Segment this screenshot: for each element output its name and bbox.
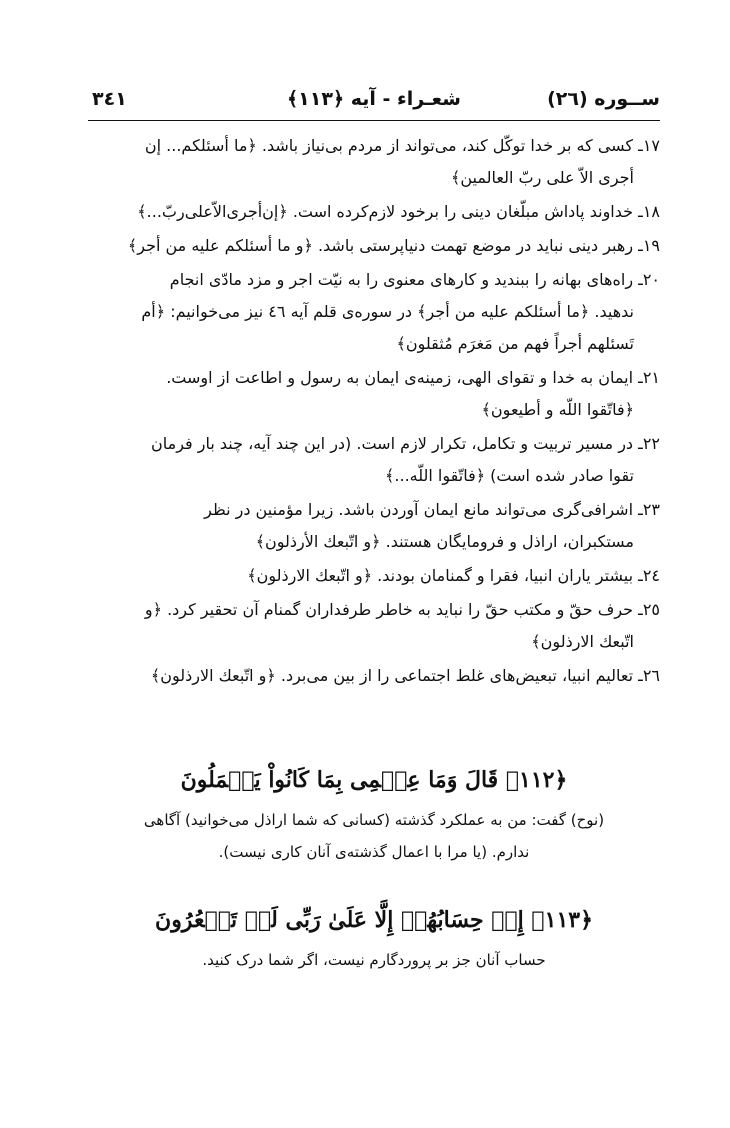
note-line: مستكبران، اراذل و فرومايگان هستند. ﴿و اتّبعك الأرذلون﴾ (255, 532, 634, 551)
note-line: ندهيد. ﴿ما أسئلكم عليه من أجر﴾ در سوره‌ی قلم آيه ٤٦ نيز می‌خوانيم: ﴿أم (141, 302, 634, 321)
note-line: ٢٤ـ بيشتر ياران انبيا، فقرا و گمنامان بودند. ﴿و اتّبعك الارذلون﴾ (247, 566, 660, 585)
ayah-arabic: ﴿١١٣﴾ إِنۡ حِسَابُهُمۡ إِلَّا عَلَىٰ رَبِّی لَوۡ تَشۡعُرُونَ (155, 907, 593, 933)
ayah-112 (88, 760, 660, 868)
note-19 (88, 230, 660, 262)
translation-line: حساب آنان جز بر پروردگارم نيست، اگر شما درک كنيد. (202, 951, 546, 969)
ayah-arabic: ﴿١١٢﴾ قَالَ وَمَا عِلۡمِی بِمَا كَانُواْ يَعۡمَلُونَ (180, 767, 568, 793)
note-line: ١٩ـ رهبر دينی نبايد در موضع تهمت دنياپرستی باشد. ﴿و ما أسئلكم عليه من أجر﴾ (127, 236, 660, 255)
note-line: تقوا صادر شده است) ﴿فاتّقوا اللّه...﴾ (385, 466, 634, 485)
translation-line: (نوح) گفت: من به عملكرد گذشته (كسانی كه شما اراذل می‌خوانيد) آگاهی (143, 811, 605, 829)
ayah-translation (88, 804, 660, 868)
note-17 (88, 130, 660, 194)
note-line: ٢٣ـ اشرافی‌گری می‌تواند مانع ايمان آوردن باشد. زيرا مؤمنين در نظر (204, 500, 660, 519)
note-line: ٢٥ـ حرف حقّ و مكتب حقّ را نبايد به خاطر طرفداران گمنام آن تحقير كرد. ﴿و (144, 600, 660, 619)
note-20 (88, 264, 660, 360)
note-24 (88, 560, 660, 592)
page-number: ٣٤١ (92, 88, 127, 110)
note-line: ١٧ـ كسی كه بر خدا توكّل كند، می‌تواند از مردم بی‌نياز باشد. ﴿ما أسئلكم... إن (144, 136, 660, 155)
note-line: أجری الاّ علی ربّ العالمين﴾ (451, 168, 634, 187)
chapter-verse-label: شعـراء - آيه ﴿١١٣﴾ (287, 88, 461, 110)
note-line: ٢٢ـ در مسير تربيت و تكامل، تكرار لازم است. (در اين چند آيه، چند بار فرمان (151, 434, 660, 453)
translation-line: ندارم. (يا مرا با اعمال گذشته‌ی آنان كاری نيست). (218, 843, 530, 861)
note-18 (88, 196, 660, 228)
note-25 (88, 594, 660, 658)
note-line: ١٨ـ خداوند پاداش مبلّغان دينی را برخود لازم‌كرده است. ﴿إن‌أجری‌الاّعلی‌ربّ...﴾ (137, 202, 660, 221)
note-line: ﴿فاتّقوا اللّه و أطيعون﴾ (481, 400, 634, 419)
note-line: ٢٠ـ راه‌های بهانه را ببنديد و كارهای معنوی را به نيّت اجر و مزد مادّی انجام (169, 270, 660, 289)
note-line: ٢٦ـ تعاليم انبيا، تبعيض‌های غلط اجتماعی را از بين می‌برد. ﴿و اتّبعك الارذلون﴾ (150, 666, 660, 685)
note-line: اتّبعك الارذلون﴾ (531, 632, 634, 651)
page-header (88, 88, 660, 122)
note-26 (88, 660, 660, 692)
ayah-translation (88, 944, 660, 976)
notes-list (88, 130, 660, 694)
note-line: تَسئلهم أجراً فهم من مَغرَم مُثقلون﴾ (396, 334, 634, 353)
note-23 (88, 494, 660, 558)
ayah-113 (88, 900, 660, 976)
note-line: ٢١ـ ايمان به خدا و تقوای الهی، زمينه‌ی ايمان به رسول و اطاعت از اوست. (166, 368, 660, 387)
note-22 (88, 428, 660, 492)
header-divider (88, 120, 660, 121)
note-21 (88, 362, 660, 426)
surah-label: ســوره (٢٦) (547, 88, 660, 110)
